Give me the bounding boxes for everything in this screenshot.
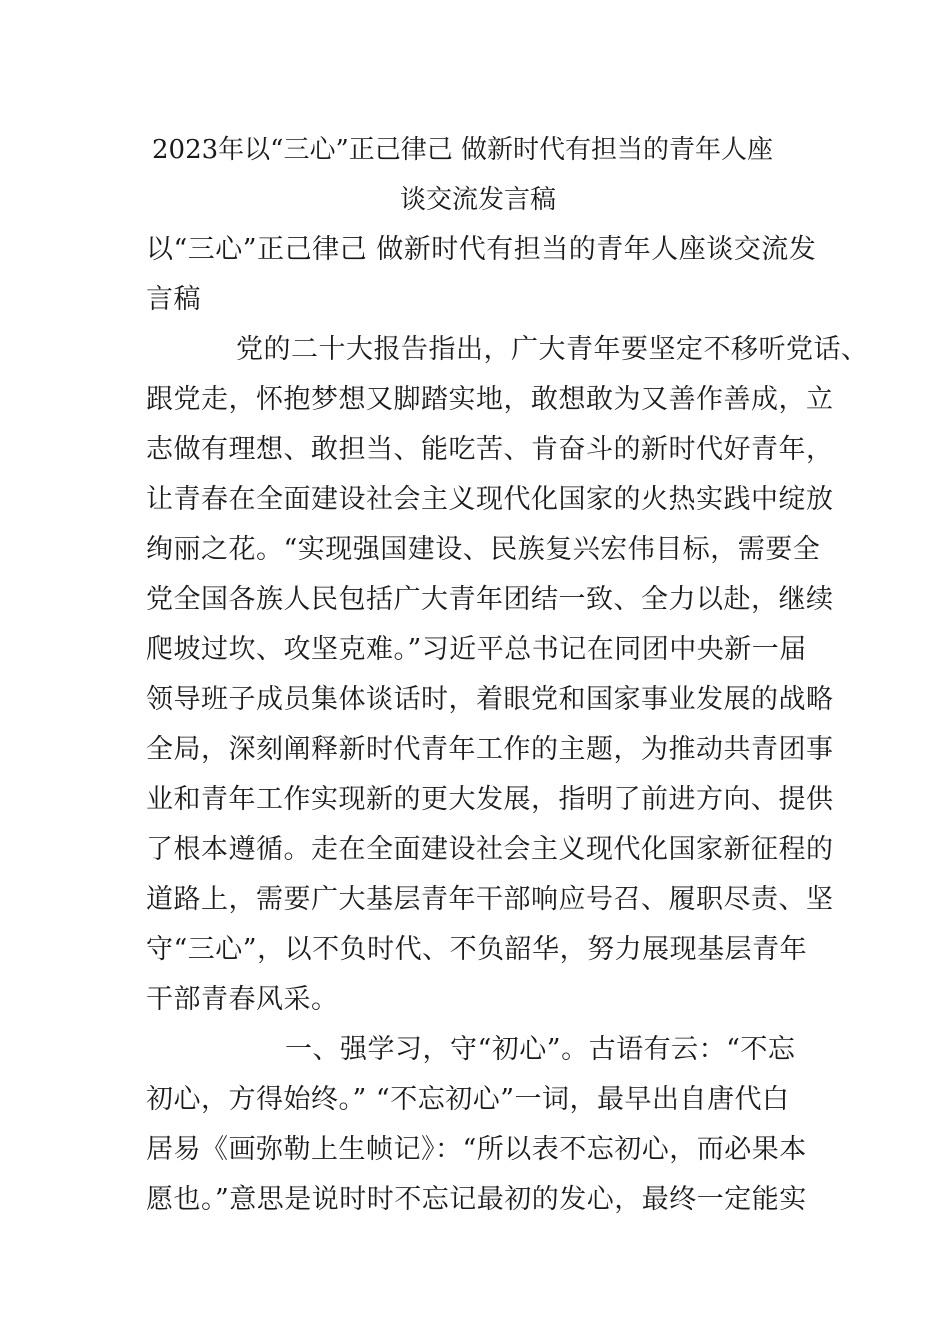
paragraph-line: 爬坡过坎、攻坚克难。”习近平总书记在同团中央新一届 [146,634,807,665]
subtitle-line-2: 言稿 [146,284,201,315]
paragraph-line: 党的二十大报告指出，广大青年要坚定不移听党话、 [236,334,869,365]
document-title-line-1: 2023年以“三心”正己律己 做新时代有担当的青年人座 [152,135,774,165]
paragraph-line: 了根本遵循。走在全面建设社会主义现代化国家新征程的 [146,834,834,865]
paragraph-line: 初心，方得始终。” “不忘初心”一词，最早出自唐代白 [146,1084,790,1115]
paragraph-line: 领导班子成员集体谈话时，着眼党和国家事业发展的战略 [146,684,834,715]
document-title-line-2: 谈交流发言稿 [400,185,557,215]
paragraph-line: 跟党走，怀抱梦想又脚踏实地，敢想敢为又善作善成，立 [146,384,834,415]
paragraph-line: 居易《画弥勒上生帧记》：“所以表不忘初心，而必果本 [146,1134,807,1165]
paragraph-line: 党全国各族人民包括广大青年团结一致、全力以赴，继续 [146,584,834,615]
paragraph-line: 守“三心”，以不负时代、不负韶华，努力展现基层青年 [146,934,808,965]
paragraph-line: 全局，深刻阐释新时代青年工作的主题，为推动共青团事 [146,734,834,765]
paragraph-line: 让青春在全面建设社会主义现代化国家的火热实践中绽放 [146,484,834,515]
paragraph-line: 一、强学习，守“初心”。古语有云：“不忘 [285,1034,796,1065]
paragraph-line: 志做有理想、敢担当、能吃苦、肯奋斗的新时代好青年， [146,434,834,465]
subtitle-line-1: 以“三心”正己律己 做新时代有担当的青年人座谈交流发 [146,234,817,265]
paragraph-line: 业和青年工作实现新的更大发展，指明了前进方向、提供 [146,784,834,815]
paragraph-line: 愿也。”意思是说时时不忘记最初的发心，最终一定能实 [146,1184,807,1215]
paragraph-line: 绚丽之花。“实现强国建设、民族复兴宏伟目标，需要全 [146,534,821,565]
paragraph-line: 干部青春风采。 [146,984,339,1015]
paragraph-line: 道路上，需要广大基层青年干部响应号召、履职尽责、坚 [146,884,834,915]
